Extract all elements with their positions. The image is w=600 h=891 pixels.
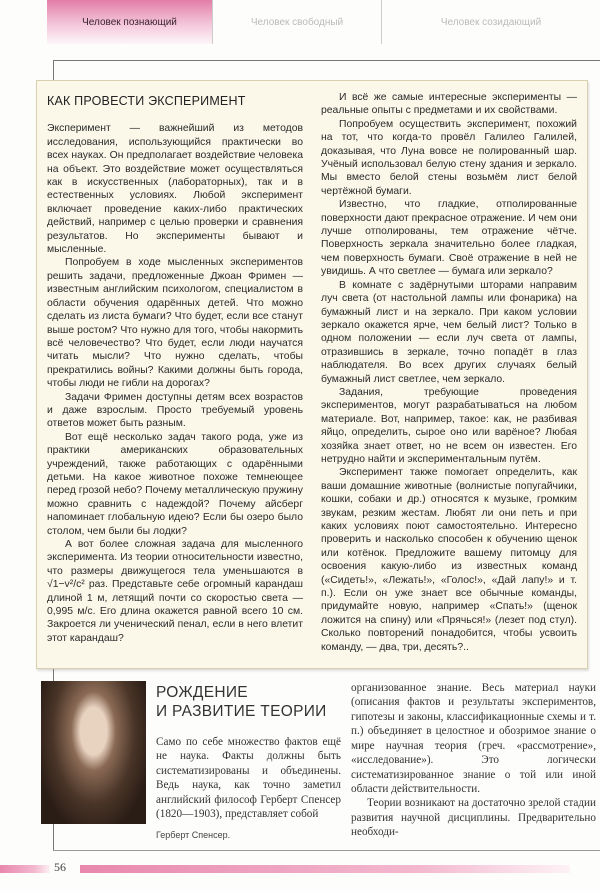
paragraph: Теории возникают на достаточно зрелой стадии развития научной дисциплины. Предварительно необходи- bbox=[351, 797, 596, 839]
tab-chelovek-poznayushchiy bbox=[47, 0, 212, 44]
paragraph: А вот более сложная задача для мысленного эксперимента. Из теории относительности известно, что размеры движущегося тела уменьшаются в √1−v²/c² раз. Представьте себе огромный карандаш длиной 1 м, летящий почти со скоростью света — 0,995 м/с. Его длина окажется равной всего 10 см. Закроется ли ученический пенал, если в него влетит этот карандаш? bbox=[47, 539, 303, 644]
theory-intro-block bbox=[156, 681, 341, 839]
paragraph: Вот ещё несколько задач такого рода, уже из практики американских образовательных учреждений, также работающих с одарёнными детьми. На какое животное похоже темнеющее перед грозой небо? Почему металлическую пружину можно сравнить с надеждой? Почему айсберг напоминает глобальную идею? Если бы озеро было столом, чем были бы лодки? bbox=[47, 431, 303, 537]
footer-bar-left bbox=[0, 865, 50, 873]
tab-label: Человек свободный bbox=[250, 16, 344, 28]
paragraph: Само по себе множество фактов ещё не наука. Факты должны быть систематизированы и объединены. Ведь наука, как точно заметил английский философ Герберт Спенсер (1820—1903), представляет собой bbox=[156, 736, 341, 821]
theory-left bbox=[41, 681, 341, 839]
theory-intro bbox=[156, 735, 341, 821]
paragraph: Задания, требующие проведения экспериментов, могут разрабатываться на любом материале. Вот, например, такое: как, не разбивая яйцо, определить, сырое оно или варёное? Любая хозяйка знает ответ, но не всем он известен. Его нетрудно найти и экспериментальным путём. bbox=[321, 386, 577, 465]
paragraph: Попробуем осуществить эксперимент, похожий на тот, что когда-то провёл Галилео Галилей, доказывая, что Луна вовсе не полированный шар. Учёный использовал белую стену здания и зеркало. Мы вместо белой стены возьмём лист белой чертёжной бумаги. bbox=[321, 118, 577, 197]
paragraph: Задачи Фримен доступны детям всех возрастов и даже взрослым. Просто требуемый уровень ответов может быть разным. bbox=[47, 391, 303, 430]
portrait-caption: Герберт Спенсер. bbox=[156, 829, 231, 840]
tab-chelovek-svobodnyy bbox=[212, 0, 381, 44]
header-rule-vertical bbox=[53, 61, 54, 80]
box-title: КАК ПРОВЕСТИ ЭКСПЕРИМЕНТ bbox=[47, 94, 246, 108]
tab-chelovek-sozidayushchiy bbox=[381, 0, 600, 44]
footer-bar-right bbox=[80, 865, 570, 873]
header-rule bbox=[53, 60, 600, 61]
tab-label: Человек созидающий bbox=[440, 16, 542, 28]
paragraph: организованное знание. Весь материал науки (описания фактов и результаты экспериментов, гипотезы и законы, классификационные схемы и т. п.) объединяет в целостное и обозримое знание о мире научная теория (греч. «рассмотрение», «исследование»). Это логически систематизированное знание о той или иной области действительности. bbox=[351, 682, 596, 795]
herbert-spencer-portrait bbox=[41, 681, 146, 824]
box-left-column bbox=[47, 91, 303, 654]
tab-label: Человек познающий bbox=[82, 16, 177, 28]
theory-right-column bbox=[351, 681, 600, 839]
box-right-column bbox=[321, 91, 577, 654]
page-number: 56 bbox=[54, 859, 66, 874]
theory-section bbox=[53, 669, 600, 849]
paragraph: И всё же самые интересные эксперименты — реальные опыты с предметами и их свойствами. bbox=[321, 92, 577, 117]
paragraph: Эксперимент — важнейший из методов исследования, использующийся практически во всех науках. Он предполагает воздействие человека на объект. Это воздействие может осуществляться как в искусственных (лабораторных), так и в естественных условиях. Любой эксперимент включает проведение каких-либо практических действий, например с целью проверки и сравнения результатов. Но эксперименты бывают и мысленные. bbox=[47, 123, 303, 256]
paragraph: Эксперимент также помогает определить, как ваши домашние животные (волнистые попугайчики, кошки, собаки и др.) относятся к музыке, громким звукам, резким жестам. Любят ли они петь и при каких условиях поют самостоятельно. Интересно проверить и насколько способен к обучению щенок или котёнок. Предложите вашему питомцу для освоения какую-либо из известных команд («Сидеть!», «Лежать!», «Голос!», «Дай лапу!» и т. п.). Если он уже знает все обычные команды, придумайте новую, например «Спать!» (щенок ложится на спину) или «Прячься!» (лезет под стул). Сколько повторений понадобится, чтобы усвоить команду, — два, три, десять?.. bbox=[321, 467, 577, 653]
section-title bbox=[156, 683, 341, 721]
paragraph: Попробуем в ходе мысленных экспериментов решить задачи, предложенные Джоан Фримен — известным английским психологом, специалистом в области обучения одарённых детей. Что можно сделать из листа бумаги? Что будет, если все станут выше ростом? Что нужно для того, чтобы накормить всё человечество? Что будет, если люди научатся читать мысли? Что нужно сделать, чтобы прекратились войны? Какими должны быть города, чтобы люди не гибли на дорогах? bbox=[47, 257, 303, 390]
experiment-sidebar-box bbox=[36, 80, 588, 669]
paragraph: В комнате с задёрнутыми шторами направим луч света (от настольной лампы или фонарика) на бумажный лист и на зеркало. При каком условии зеркало окажется ярче, чем белый лист? Только в одном положении — если луч света от лампы, отразившись в зеркале, точно попадёт в глаз наблюдателя. Во всех других случаях белый бумажный лист светлее, чем зеркало. bbox=[321, 279, 577, 385]
section-title-line1: РОЖДЕНИЕ bbox=[156, 684, 248, 702]
header-tabs bbox=[47, 0, 600, 44]
section-title-line2: И РАЗВИТИЕ ТЕОРИИ bbox=[156, 703, 327, 721]
footer bbox=[0, 851, 600, 891]
paragraph: Известно, что гладкие, отполированные поверхности дают прекрасное отражение. И чем они лучше отполированы, тем отражение чётче. Поверхность зеркала значительно более гладкая, чем поверхность бумаги. Своё отражение в ней не увидишь. А что светлее — бумага или зеркало? bbox=[321, 199, 577, 278]
